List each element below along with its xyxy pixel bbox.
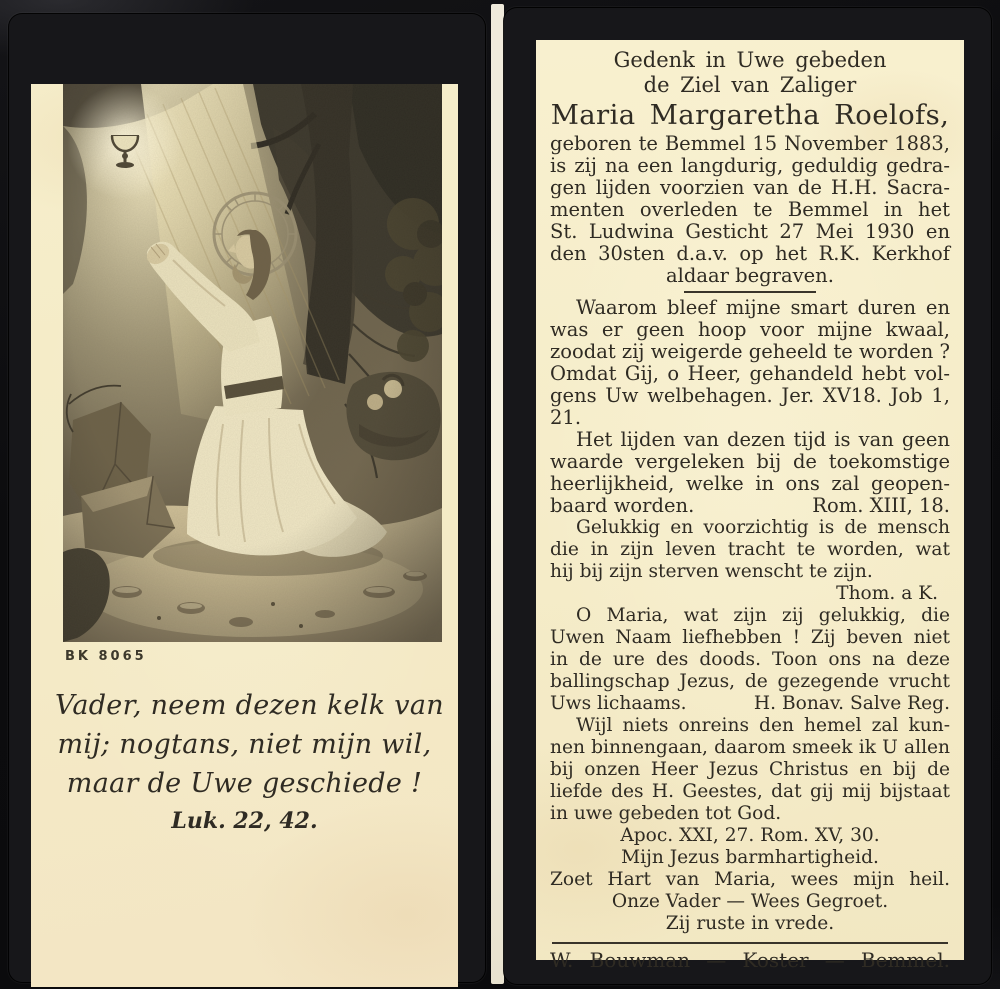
line-right-part: H. Bonav. Salve Reg. xyxy=(753,693,950,714)
text-line xyxy=(550,495,950,517)
text-line: Thom. a K. xyxy=(836,583,938,604)
text-line: Gedenk in Uwe gebeden xyxy=(613,48,887,72)
text-line: Luk. 22, 42. xyxy=(171,808,318,834)
bible-quote xyxy=(31,686,458,839)
separator-rule xyxy=(552,942,948,944)
text-line: W. Bouwman — Koster — Bemmel. xyxy=(550,948,950,972)
text-line: Gelukkig en voorzichtig is de mensch xyxy=(576,517,950,538)
text-line xyxy=(550,693,950,715)
text-line: heerlijkheid, welke in ons zal geopen- xyxy=(550,472,950,495)
text-line: Waarom bleef mijne smart duren en xyxy=(576,296,950,319)
text-line: is zij na een langdurig, geduldig gedra- xyxy=(550,154,950,177)
text-line: Vader, neem dezen kelk van xyxy=(55,690,444,721)
text-line: in de ure des doods. Toon ons na deze xyxy=(550,649,950,670)
text-line: Mijn Jezus barmhartigheid. xyxy=(621,847,879,868)
text-line: aldaar begraven. xyxy=(666,264,834,287)
text-line: gen lijden voorzien van de H.H. Sacra- xyxy=(550,176,950,199)
memorial-card-back xyxy=(504,8,991,984)
text-line: menten overleden te Bemmel in het xyxy=(550,198,950,221)
text-line: O Maria, wat zijn zij gelukkig, die xyxy=(576,605,950,626)
text-line: ballingschap Jezus, de gezegende vrucht xyxy=(550,671,950,692)
text-line: zoodat zij weigerde geheeld te worden ? xyxy=(550,340,950,363)
text-line: was er geen hoop voor mijne kwaal, xyxy=(550,318,950,341)
front-paper-panel xyxy=(31,84,458,987)
plate-number: BK 8065 xyxy=(65,649,147,664)
text-line: in uwe gebeden tot God. xyxy=(550,803,782,824)
line-right-part: Rom. XIII, 18. xyxy=(812,494,950,517)
memorial-card-front xyxy=(9,14,485,982)
text-line: Maria Margaretha Roelofs, xyxy=(550,99,950,131)
memorial-text xyxy=(536,40,964,974)
text-line: Zij ruste in vrede. xyxy=(665,913,835,934)
text-line: maar de Uwe geschiede ! xyxy=(66,768,423,799)
text-line: Zoet Hart van Maria, wees mijn heil. xyxy=(550,869,950,890)
text-line: St. Ludwina Gesticht 27 Mei 1930 en xyxy=(550,220,950,243)
text-line: liefde des H. Geestes, dat gij mij bijstaat xyxy=(550,781,950,802)
text-line: Uwen Naam liefhebben ! Zij beven niet xyxy=(550,627,950,648)
separator-rule xyxy=(684,291,816,293)
text-line: Apoc. XXI, 27. Rom. XV, 30. xyxy=(620,825,880,846)
text-line: hij bij zijn sterven wenscht te zijn. xyxy=(550,561,873,582)
text-line: gens Uw welbehagen. Jer. XV18. Job 1, 21. xyxy=(550,384,950,429)
text-line: de Ziel van Zaliger xyxy=(643,73,857,97)
text-line: mij; nogtans, niet mijn wil, xyxy=(57,729,432,760)
text-line: Omdat Gij, o Heer, gehandeld hebt vol- xyxy=(550,362,950,385)
back-paper-panel xyxy=(536,40,964,972)
card-edge-gap xyxy=(491,4,504,984)
grain-overlay xyxy=(63,84,442,642)
text-line: bij onzen Heer Jezus Christus en bij de xyxy=(550,759,950,780)
text-line: den 30sten d.a.v. op het R.K. Kerkhof xyxy=(550,242,950,265)
text-line: die in zijn leven tracht te worden, wat xyxy=(550,539,950,560)
text-line: waarde vergeleken bij de toekomstige xyxy=(550,450,950,473)
text-line: nen binnengaan, daarom smeek ik U allen xyxy=(550,737,950,758)
text-line: Het lijden van dezen tijd is van geen xyxy=(576,428,950,451)
text-line: Onze Vader — Wees Gegroet. xyxy=(611,891,889,912)
gethsemane-illustration xyxy=(63,84,442,642)
text-line: geboren te Bemmel 15 November 1883, xyxy=(550,132,950,155)
line-left-part: baard worden. xyxy=(550,494,695,517)
text-line: Wijl niets onreins den hemel zal kun- xyxy=(576,715,950,736)
line-left-part: Uws lichaams. xyxy=(550,693,687,714)
